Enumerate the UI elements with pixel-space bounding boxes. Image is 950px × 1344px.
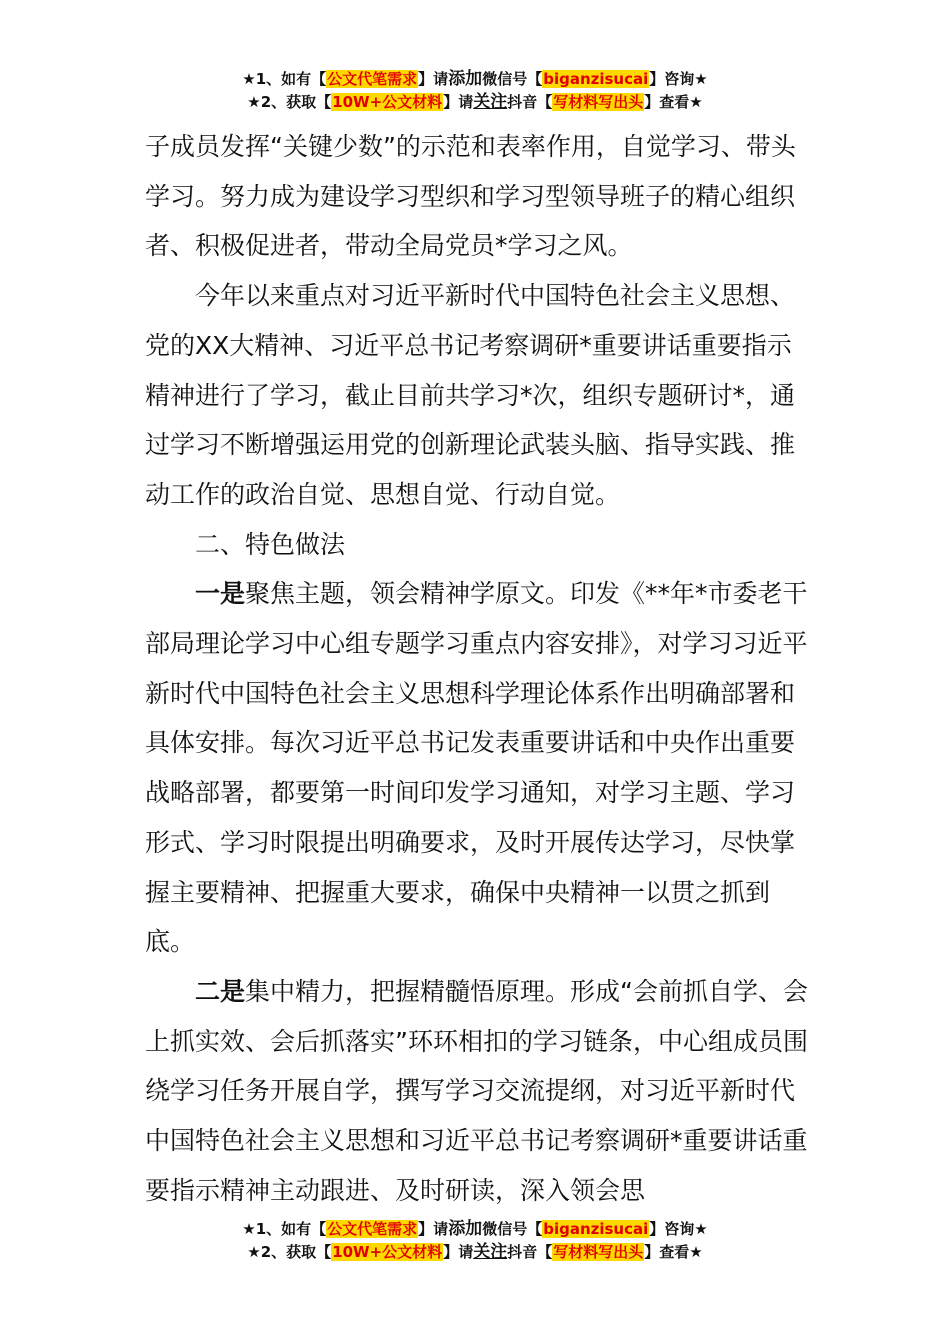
banner-highlight: 写材料写出头 bbox=[553, 1243, 644, 1261]
banner-text: 】查看★ bbox=[644, 1243, 703, 1261]
banner-text: 】查看★ bbox=[644, 93, 703, 111]
banner-line-1 bbox=[0, 1218, 950, 1241]
banner-emphasis: 关注 bbox=[473, 1242, 508, 1262]
banner-highlight: 公文代笔需求 bbox=[327, 70, 418, 88]
paragraph-3 bbox=[145, 569, 810, 967]
banner-emphasis: 添加 bbox=[448, 1219, 483, 1239]
banner-text: 】咨询★ bbox=[649, 1220, 708, 1238]
banner-line-2 bbox=[0, 91, 950, 114]
banner-text: ★2、获取【 bbox=[247, 1243, 332, 1261]
banner-line-2 bbox=[0, 1241, 950, 1264]
section-heading: 二、特色做法 bbox=[195, 529, 346, 559]
banner-text: ★2、获取【 bbox=[247, 93, 332, 111]
banner-text: 抖音【 bbox=[507, 1243, 553, 1261]
banner-highlight: biganzisucai bbox=[543, 1220, 649, 1238]
header-banner bbox=[0, 68, 950, 114]
banner-text: ★1、如有【 bbox=[242, 1220, 327, 1238]
paragraph-text: 集中精力，把握精髓悟原理。形成“会前抓自学、会上抓实效、会后抓落实”环环相扣的学习链条，中心组成员围绕学习任务开展自学，撰写学习交流提纲，对习近平新时代中国特色社会主义思想和习近平总书记考察调研*重要讲话重要指示精神主动跟进、及时研读，深入领会思 bbox=[145, 976, 808, 1205]
banner-emphasis: 添加 bbox=[448, 69, 483, 89]
banner-text: 】咨询★ bbox=[649, 70, 708, 88]
banner-highlight: 10W+公文材料 bbox=[332, 93, 443, 111]
banner-text: 】请 bbox=[443, 93, 474, 111]
banner-text: ★1、如有【 bbox=[242, 70, 327, 88]
paragraph-lead: 二是 bbox=[195, 976, 246, 1006]
paragraph-text: 聚焦主题，领会精神学原文。印发《**年*市委老干部局理论学习中心组专题学习重点内容安排》，对学习习近平新时代中国特色社会主义思想科学理论体系作出明确部署和具体安排。每次习近平总书记发表重要讲话和中央作出重要战略部署，都要第一时间印发学习通知，对学习主题、学习形式、学习时限提出明确要求，及时开展传达学习，尽快掌握主要精神、把握重大要求，确保中央精神一以贯之抓到底。 bbox=[145, 579, 808, 957]
banner-highlight: 写材料写出头 bbox=[553, 93, 644, 111]
banner-highlight: 公文代笔需求 bbox=[327, 1220, 418, 1238]
banner-text: 】请 bbox=[418, 1220, 449, 1238]
banner-highlight: biganzisucai bbox=[543, 70, 649, 88]
paragraph-2: 今年以来重点对习近平新时代中国特色社会主义思想、党的XX大精神、习近平总书记考察调研*重要讲话重要指示精神进行了学习，截止目前共学习*次，组织专题研讨*，通过学习不断增强运用党的创新理论武装头脑、指导实践、推动工作的政治自觉、思想自觉、行动自觉。 bbox=[145, 281, 796, 509]
paragraph-1: 子成员发挥“关键少数”的示范和表率作用，自觉学习、带头学习。努力成为建设学习型织和学习型领导班子的精心组织者、积极促进者，带动全局党员*学习之风。 bbox=[145, 132, 796, 261]
banner-text: 微信号【 bbox=[482, 70, 543, 88]
banner-text: 】请 bbox=[443, 1243, 474, 1261]
paragraph-4 bbox=[145, 967, 810, 1216]
banner-line-1 bbox=[0, 68, 950, 91]
banner-text: 微信号【 bbox=[482, 1220, 543, 1238]
document-body bbox=[145, 122, 810, 1215]
paragraph-lead: 一是 bbox=[195, 579, 246, 609]
banner-emphasis: 关注 bbox=[473, 92, 508, 112]
banner-text: 抖音【 bbox=[507, 93, 553, 111]
footer-banner bbox=[0, 1218, 950, 1264]
banner-text: 】请 bbox=[418, 70, 449, 88]
banner-highlight: 10W+公文材料 bbox=[332, 1243, 443, 1261]
